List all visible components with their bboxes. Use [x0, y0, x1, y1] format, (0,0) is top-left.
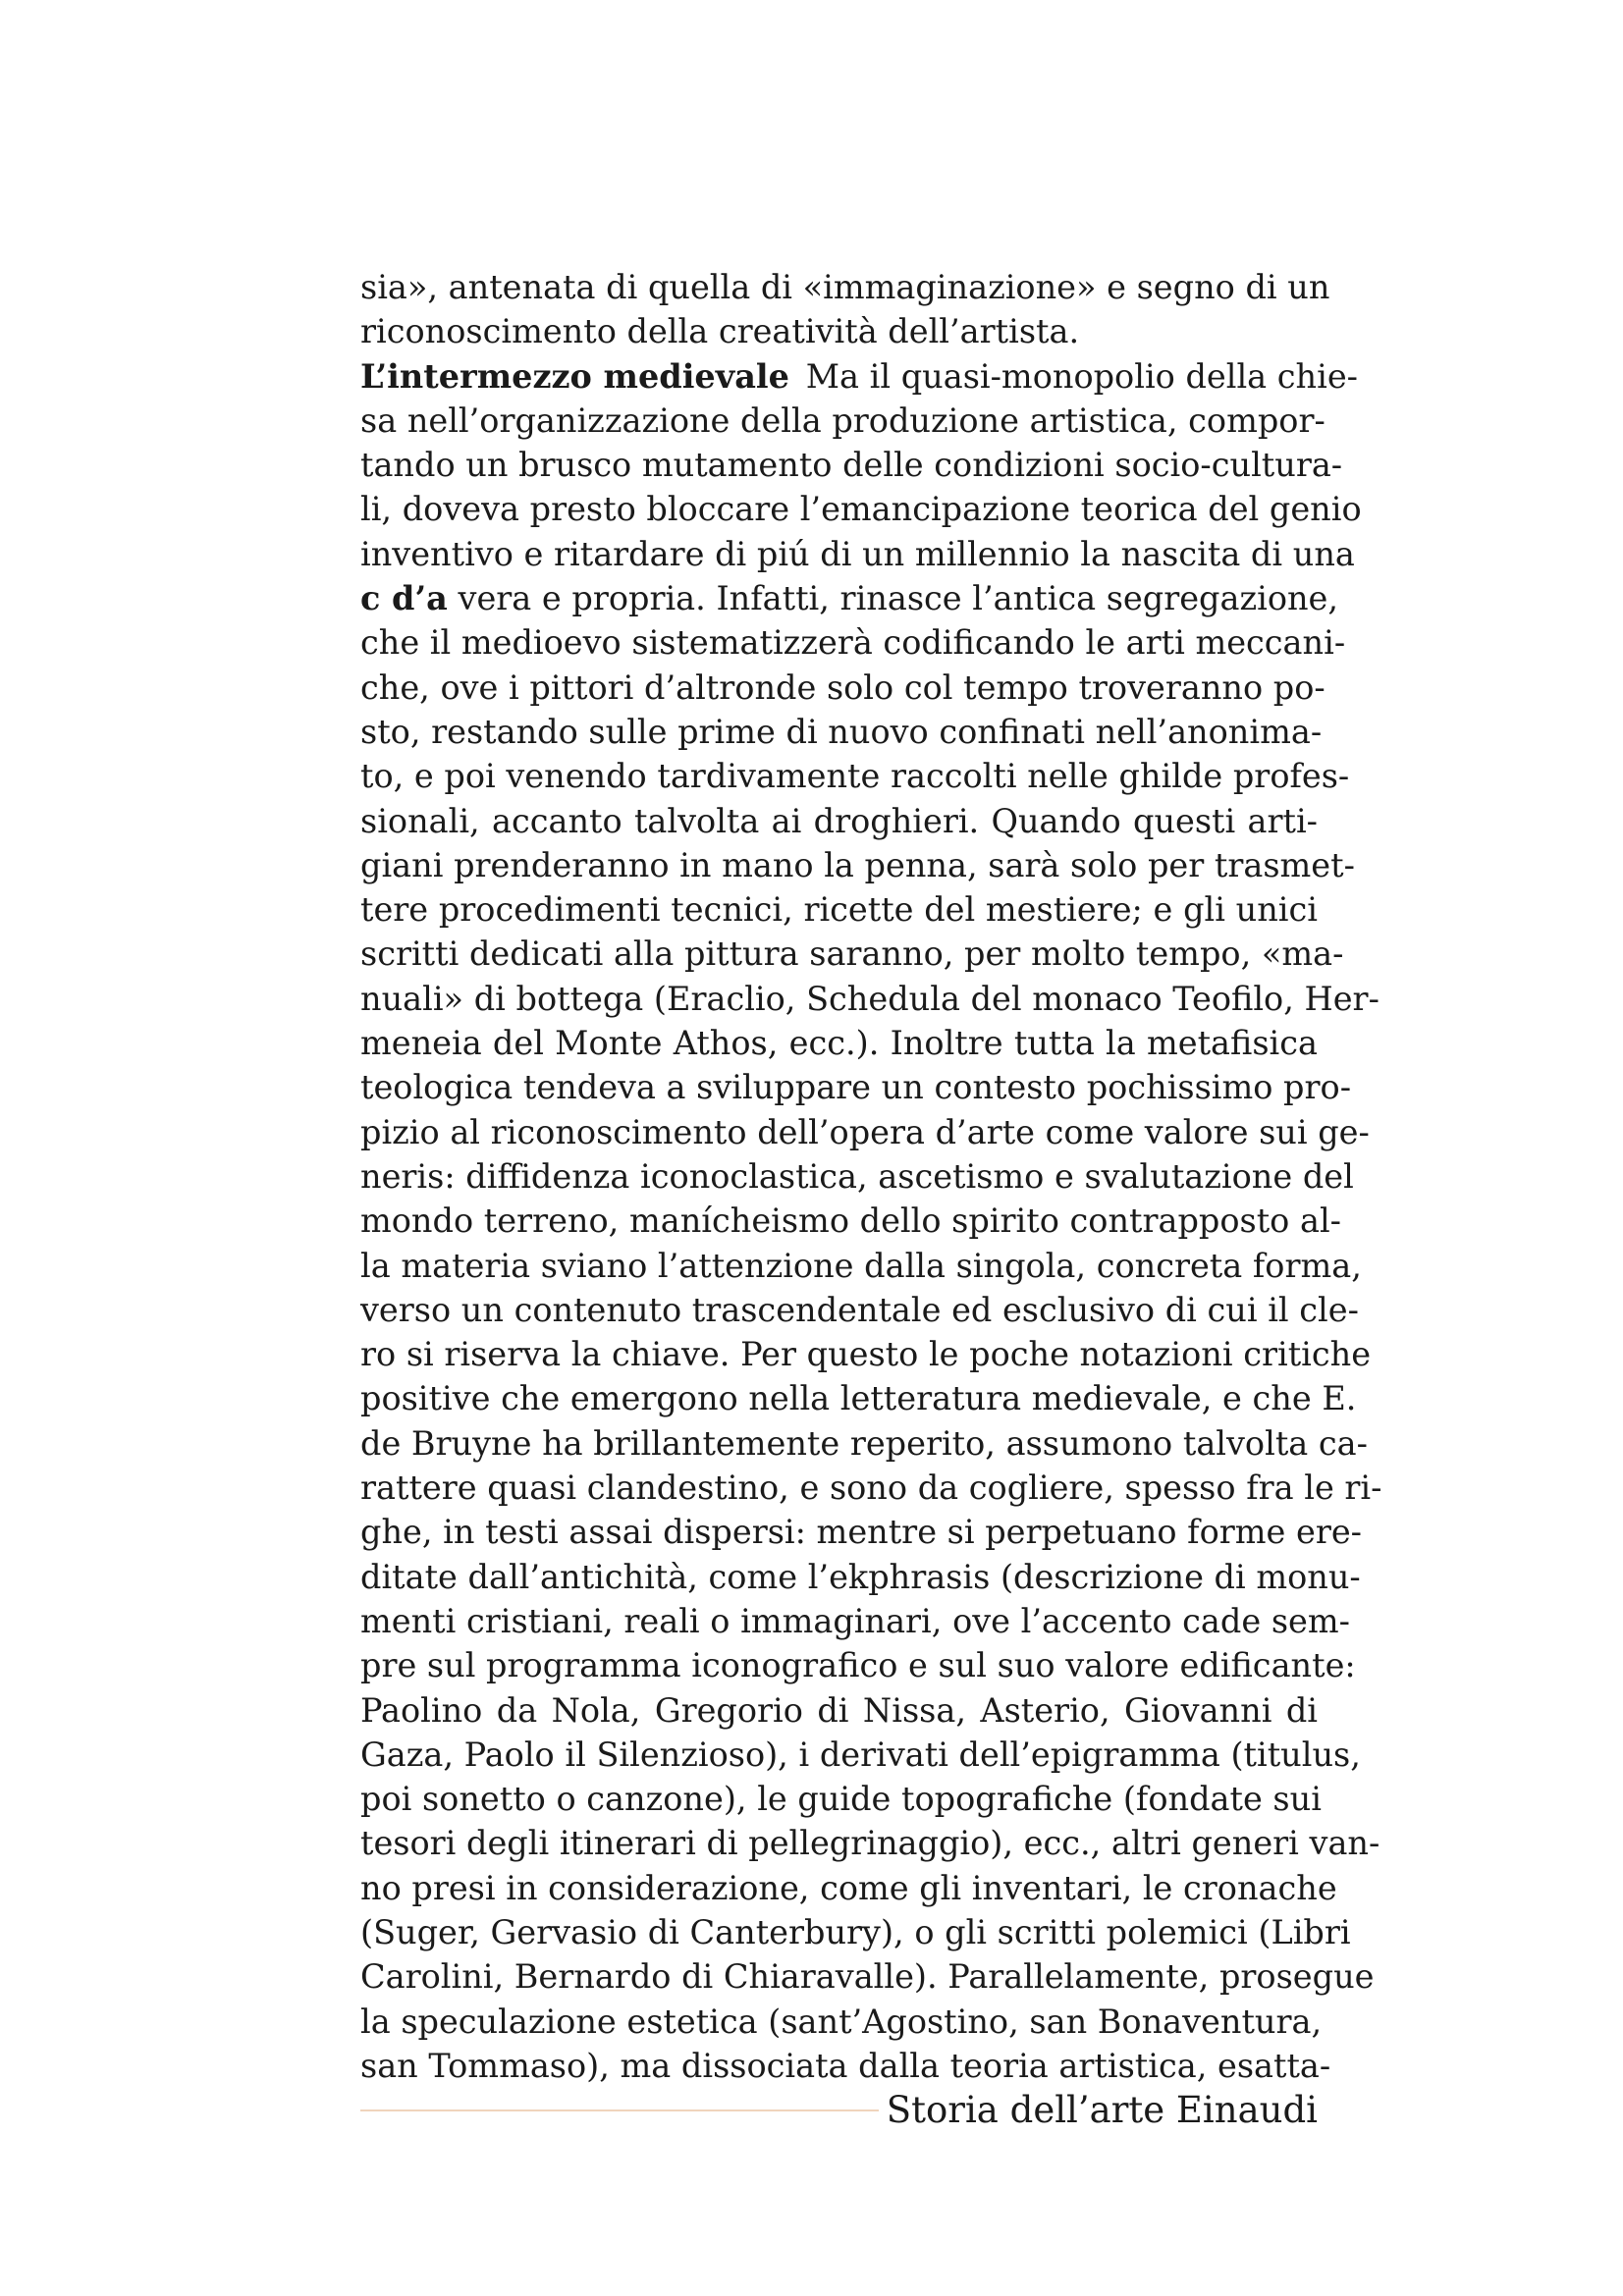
text-line: scritti dedicati alla pittura saranno, per molto tempo, «ma-: [360, 934, 1344, 974]
text-line: to, e poi venendo tardivamente raccolti nelle ghilde profes-: [360, 757, 1350, 796]
text-line: che il medioevo sistematizzerà codificando le arti meccani-: [360, 623, 1346, 663]
text-line: teologica tendeva a sviluppare un contesto pochissimo pro-: [360, 1068, 1352, 1107]
text-line: ghe, in testi assai dispersi: mentre si perpetuano forme ere-: [360, 1513, 1362, 1552]
text-line: tando un brusco mutamento delle condizioni socio-cultura-: [360, 446, 1343, 485]
text-line: inventivo e ritardare di piú di un millennio la nascita di una: [360, 534, 1355, 573]
body-text: [360, 265, 1382, 2088]
text-line: positive che emergono nella letteratura medievale, e che E.: [360, 1379, 1357, 1418]
footer-title: Storia dell’arte Einaudi: [886, 2089, 1318, 2131]
text-line: tere procedimenti tecnici, ricette del mestiere; e gli unici: [360, 890, 1318, 930]
text-line: la speculazione estetica (sant’Agostino, san Bonaventura,: [360, 2002, 1323, 2041]
text-line: che, ove i pittori d’altronde solo col tempo troveranno po-: [360, 667, 1325, 707]
text-line: neris: diffidenza iconoclastica, ascetismo e svalutazione del: [360, 1156, 1354, 1196]
text-line: Paolino da Nola, Gregorio di Nissa, Asterio, Giovanni di: [360, 1690, 1318, 1730]
text-line: rattere quasi clandestino, e sono da cogliere, spesso fra le ri-: [360, 1468, 1382, 1508]
text-fragment: Ma il quasi-monopolio della chie-: [805, 356, 1358, 396]
text-line: (Suger, Gervasio di Canterbury), o gli scritti polemici (Libri: [360, 1912, 1351, 1951]
text-line: li, doveva presto bloccare l’emancipazione teorica del genio: [360, 490, 1362, 529]
text-line: mondo terreno, manícheismo dello spirito contrapposto al-: [360, 1201, 1341, 1241]
footer-rule: [360, 2109, 879, 2111]
text-line: pre sul programma iconografico e sul suo valore edificante:: [360, 1646, 1356, 1685]
text-line: tesori degli itinerari di pellegrinaggio), ecc., altri generi van-: [360, 1824, 1380, 1863]
abbreviation: c d’a: [360, 579, 448, 618]
text-line: sionali, accanto talvolta ai droghieri. Quando questi arti-: [360, 801, 1318, 840]
text-line: de Bruyne ha brillantemente reperito, assumono talvolta ca-: [360, 1423, 1368, 1463]
text-line-with-heading: [360, 354, 1358, 399]
text-line: Carolini, Bernardo di Chiaravalle). Parallelamente, prosegue: [360, 1957, 1375, 1997]
text-line: sto, restando sulle prime di nuovo confinati nell’anonima-: [360, 712, 1323, 751]
paragraph-continuation: [360, 620, 1382, 2088]
text-line-with-abbreviation: [360, 576, 1339, 620]
text-line: riconoscimento della creatività dell’artista.: [360, 312, 1080, 351]
text-line: la materia sviano l’attenzione dalla singola, concreta forma,: [360, 1246, 1362, 1285]
text-line: nuali» di bottega (Eraclio, Schedula del monaco Teofilo, Her-: [360, 979, 1380, 1018]
text-line: san Tommaso), ma dissociata dalla teoria artistica, esatta-: [360, 2046, 1331, 2085]
text-line: pizio al riconoscimento dell’opera d’arte come valore sui ge-: [360, 1112, 1370, 1151]
section-heading: L’intermezzo medievale: [360, 356, 789, 396]
text-fragment: vera e propria. Infatti, rinasce l’antica segregazione,: [458, 579, 1339, 618]
text-line: no presi in considerazione, come gli inventari, le cronache: [360, 1868, 1337, 1907]
text-line: menti cristiani, reali o immaginari, ove l’accento cade sem-: [360, 1601, 1350, 1640]
text-line: Gaza, Paolo il Silenzioso), i derivati dell’epigramma (titulus,: [360, 1735, 1361, 1774]
text-line: sia», antenata di quella di «immaginazione» e segno di un: [360, 268, 1330, 306]
text-line: ro si riserva la chiave. Per questo le poche notazioni critiche: [360, 1335, 1372, 1374]
text-line: ditate dall’antichità, come l’ekphrasis (descrizione di monu-: [360, 1557, 1361, 1596]
page-footer: [360, 2086, 1318, 2135]
text-line: giani prenderanno in mano la penna, sarà solo per trasmet-: [360, 845, 1355, 884]
text-line: meneia del Monte Athos, ecc.). Inoltre tutta la metafisica: [360, 1024, 1318, 1063]
text-line: sa nell’organizzazione della produzione artistica, compor-: [360, 400, 1325, 440]
text-line: poi sonetto o canzone), le guide topografiche (fondate sui: [360, 1780, 1322, 1819]
text-line: verso un contenuto trascendentale ed esclusivo di cui il cle-: [360, 1290, 1359, 1329]
